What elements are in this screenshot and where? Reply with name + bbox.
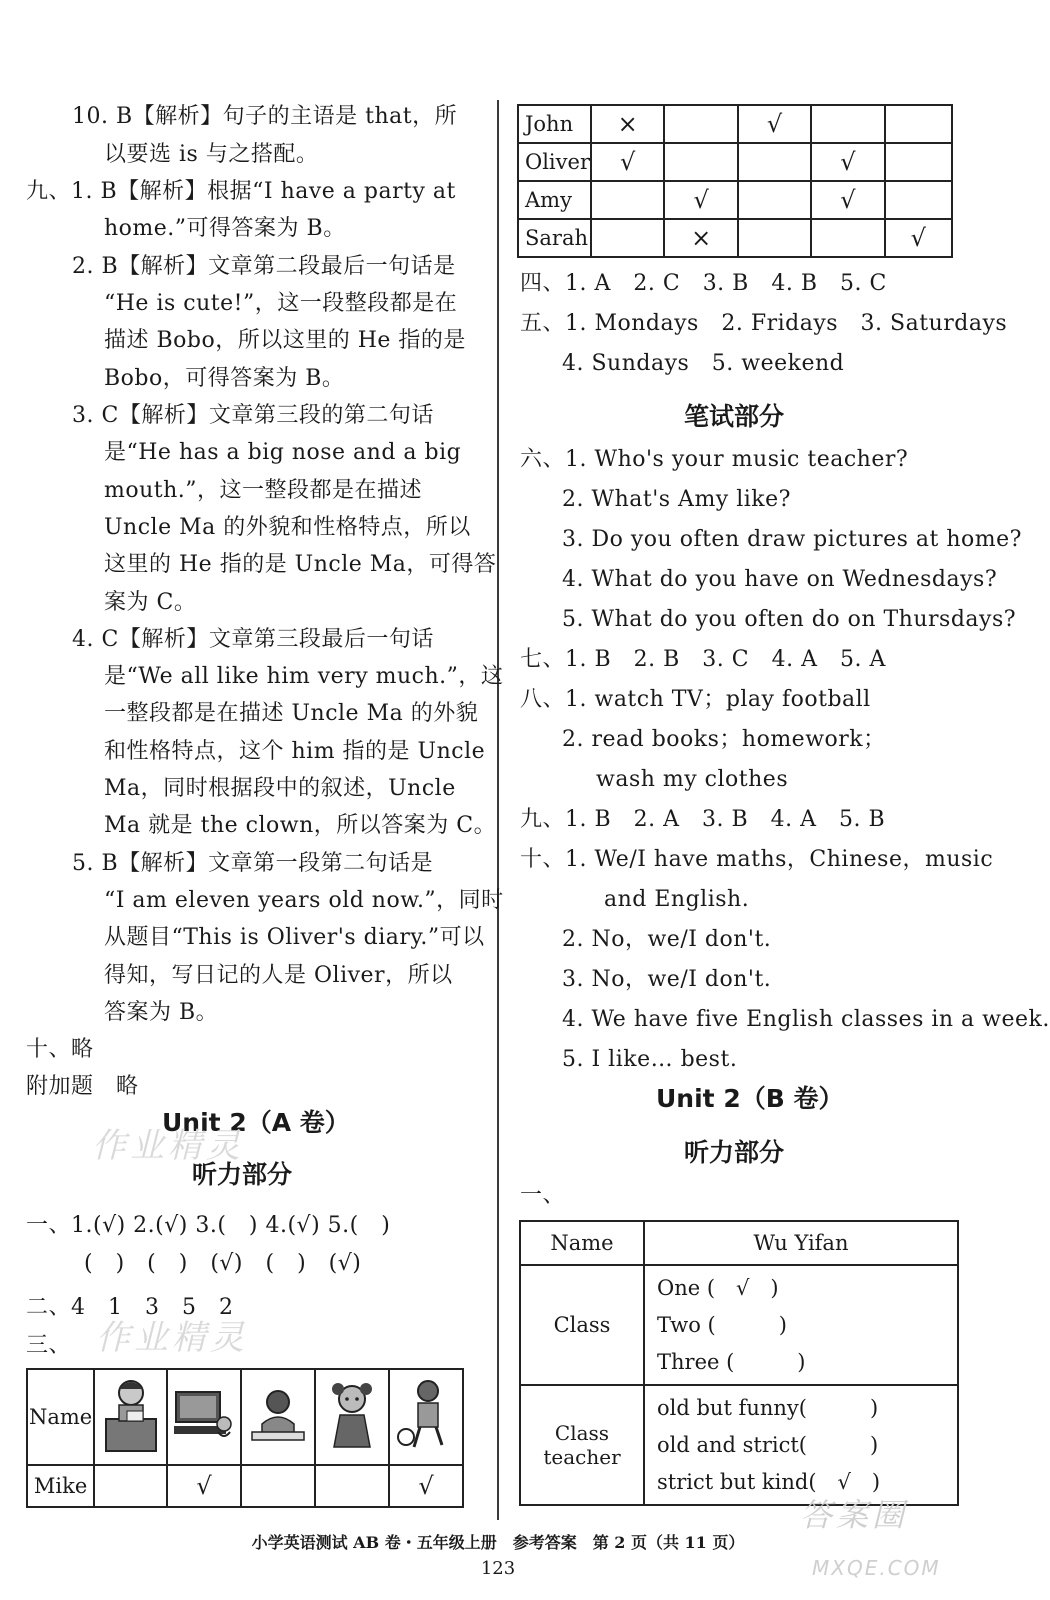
- mark-cell: √: [738, 105, 811, 143]
- name-header: Name: [27, 1369, 94, 1465]
- watermark: 作业精灵: [92, 1126, 244, 1166]
- football-picture: [389, 1369, 463, 1465]
- answer-line: 九、1. B【解析】根据“I have a party at: [26, 179, 456, 204]
- answer-line: 4. Sundays 5. weekend: [562, 351, 845, 376]
- answer-line: 2. read books；homework；: [562, 727, 886, 752]
- answer-line: 七、1. B 2. B 3. C 4. A 5. A: [520, 647, 886, 672]
- answer-line: mouth.”，这一整段都是在描述: [104, 478, 423, 503]
- answer-line: 答案为 B。: [104, 1000, 219, 1025]
- mark-cell: ×: [591, 105, 664, 143]
- girl-icon: [320, 1375, 384, 1455]
- written-title: 笔试部分: [684, 402, 785, 431]
- schedule-table: [517, 104, 953, 258]
- mark-cell: [664, 105, 737, 143]
- mark-cell: [591, 219, 664, 257]
- answer-line: 十、略: [26, 1037, 94, 1062]
- answer-line: 这里的 He 指的是 Uncle Ma，可得答: [104, 552, 497, 577]
- answer-line: 描述 Bobo，所以这里的 He 指的是: [104, 328, 466, 353]
- listening-q1-row2: ( ) ( ) (√) ( ) (√): [84, 1251, 362, 1276]
- answer-line: 以要选 is 与之搭配。: [104, 142, 319, 167]
- answer-line: 案为 C。: [104, 590, 197, 615]
- answer-line: 5. B【解析】文章第一段第二句话是: [72, 851, 434, 876]
- teacher-option: old but funny( ): [657, 1395, 879, 1420]
- mark-cell: √: [885, 219, 952, 257]
- reading-picture: [94, 1369, 167, 1465]
- reading-person-icon: [101, 1375, 161, 1455]
- mark-cell: √: [811, 181, 884, 219]
- answer-line: 3. No，we/I don't.: [562, 967, 772, 992]
- answer-line: 是“We all like him very much.”，这: [104, 664, 504, 689]
- mark-cell: [591, 181, 664, 219]
- unit-title-b: Unit 2（B 卷）: [656, 1084, 844, 1113]
- class-options: [644, 1265, 958, 1385]
- row-name: Mike: [27, 1465, 94, 1507]
- answer-line: 4. We have five English classes in a week.: [562, 1007, 1050, 1032]
- answer-line: 4. C【解析】文章第三段最后一句话: [72, 627, 434, 652]
- answer-line: 六、1. Who's your music teacher?: [520, 447, 909, 472]
- answer-line: 2. No，we/I don't.: [562, 927, 772, 952]
- listening-title-b: 听力部分: [684, 1138, 785, 1167]
- girl-picture: [315, 1369, 389, 1465]
- answer-line: 2. What's Amy like?: [562, 487, 791, 512]
- answer-line: 九、1. B 2. A 3. B 4. A 5. B: [520, 807, 886, 832]
- answer-line: wash my clothes: [596, 767, 789, 792]
- table-row-name: John: [518, 105, 591, 143]
- answer-line: 3. C【解析】文章第三段的第二句话: [72, 403, 434, 428]
- teacher-label: Class teacher: [520, 1385, 644, 1505]
- class-option: Three ( ): [657, 1349, 806, 1374]
- page-number: 123: [480, 1558, 516, 1579]
- answer-line: and English.: [604, 887, 750, 912]
- answer-line: 4. What do you have on Wednesdays?: [562, 567, 998, 592]
- mark-cell: [315, 1465, 389, 1507]
- page-footer: 小学英语测试 AB 卷・五年级上册 参考答案 第 2 页（共 11 页）: [251, 1533, 745, 1552]
- answer-line: 3. Do you often draw pictures at home?: [562, 527, 1022, 552]
- mark-cell: [811, 105, 884, 143]
- mark-cell: [811, 219, 884, 257]
- mark-cell: [738, 219, 811, 257]
- watermark: 作业精灵: [96, 1318, 248, 1358]
- column-divider: [497, 100, 499, 1520]
- listening-q2: 二、4 1 3 5 2: [26, 1295, 234, 1320]
- mark-cell: [241, 1465, 315, 1507]
- answer-line: 十、1. We/I have maths，Chinese，music: [520, 847, 994, 872]
- answer-line: “He is cute!”，这一段整段都是在: [104, 291, 458, 316]
- answer-line: Bobo，可得答案为 B。: [104, 366, 345, 391]
- answer-line: Ma 就是 the clown，所以答案为 C。: [104, 813, 497, 838]
- listening-q3: 三、: [26, 1333, 72, 1358]
- tv-picture: [167, 1369, 241, 1465]
- class-option: One ( √ ): [657, 1275, 779, 1300]
- football-player-icon: [394, 1375, 458, 1455]
- mark-cell: √: [811, 143, 884, 181]
- listening-q1-row1: 一、1.(√) 2.(√) 3.( ) 4.(√) 5.( ): [26, 1213, 391, 1238]
- class-option: Two ( ): [657, 1312, 787, 1337]
- answer-line: “I am eleven years old now.”，同时: [104, 888, 504, 913]
- watermark: 答案圈: [800, 1496, 909, 1534]
- answer-line: 5. I like… best.: [562, 1047, 738, 1072]
- table-row-name: Sarah: [518, 219, 591, 257]
- answer-line: Uncle Ma 的外貌和性格特点，所以: [104, 515, 471, 540]
- table-row-name: Oliver: [518, 143, 591, 181]
- mark-cell: √: [389, 1465, 463, 1507]
- answer-line: 10. B【解析】句子的主语是 that，所: [72, 104, 458, 129]
- name-label: Name: [520, 1221, 644, 1265]
- drawing-child-icon: [246, 1380, 310, 1450]
- unit-title-a: Unit 2（A 卷）: [162, 1108, 350, 1137]
- teacher-option: strict but kind( √ ): [657, 1469, 881, 1494]
- answer-line: 是“He has a big nose and a big: [104, 440, 462, 465]
- mark-cell: [738, 143, 811, 181]
- mark-cell: [738, 181, 811, 219]
- tv-icon: [172, 1380, 236, 1450]
- answer-line: 四、1. A 2. C 3. B 4. B 5. C: [520, 271, 887, 296]
- answer-line: 从题目“This is Oliver's diary.”可以: [104, 925, 485, 950]
- teacher-options: [644, 1385, 958, 1505]
- answer-line: 5. What do you often do on Thursdays?: [562, 607, 1017, 632]
- answer-line: Ma，同时根据段中的叙述，Uncle: [104, 776, 456, 801]
- mark-cell: [94, 1465, 167, 1507]
- mark-cell: √: [167, 1465, 241, 1507]
- student-info-table: [519, 1220, 959, 1506]
- answer-line: 一整段都是在描述 Uncle Ma 的外貌: [104, 701, 479, 726]
- answer-line: 和性格特点，这个 him 指的是 Uncle: [104, 739, 486, 764]
- answer-line: 五、1. Mondays 2. Fridays 3. Saturdays: [520, 311, 1008, 336]
- activity-table: [26, 1368, 464, 1508]
- answer-line: 2. B【解析】文章第二段最后一句话是: [72, 254, 456, 279]
- answer-line: 附加题 略: [26, 1074, 139, 1099]
- mark-cell: ×: [664, 219, 737, 257]
- table-row-name: Amy: [518, 181, 591, 219]
- teacher-option: old and strict( ): [657, 1432, 879, 1457]
- class-label: Class: [520, 1265, 644, 1385]
- mark-cell: [885, 181, 952, 219]
- listening-title-a: 听力部分: [192, 1160, 293, 1189]
- answer-line: 得知，写日记的人是 Oliver，所以: [104, 963, 453, 988]
- mark-cell: [885, 143, 952, 181]
- mark-cell: [664, 143, 737, 181]
- answer-line: home.”可得答案为 B。: [104, 216, 346, 241]
- name-value: Wu Yifan: [644, 1221, 958, 1265]
- mark-cell: √: [664, 181, 737, 219]
- watermark: MXQE.COM: [812, 1556, 941, 1580]
- mark-cell: [885, 105, 952, 143]
- listening-q1: 一、: [520, 1183, 566, 1208]
- answer-line: 八、1. watch TV；play football: [520, 687, 871, 712]
- drawing-picture: [241, 1369, 315, 1465]
- mark-cell: √: [591, 143, 664, 181]
